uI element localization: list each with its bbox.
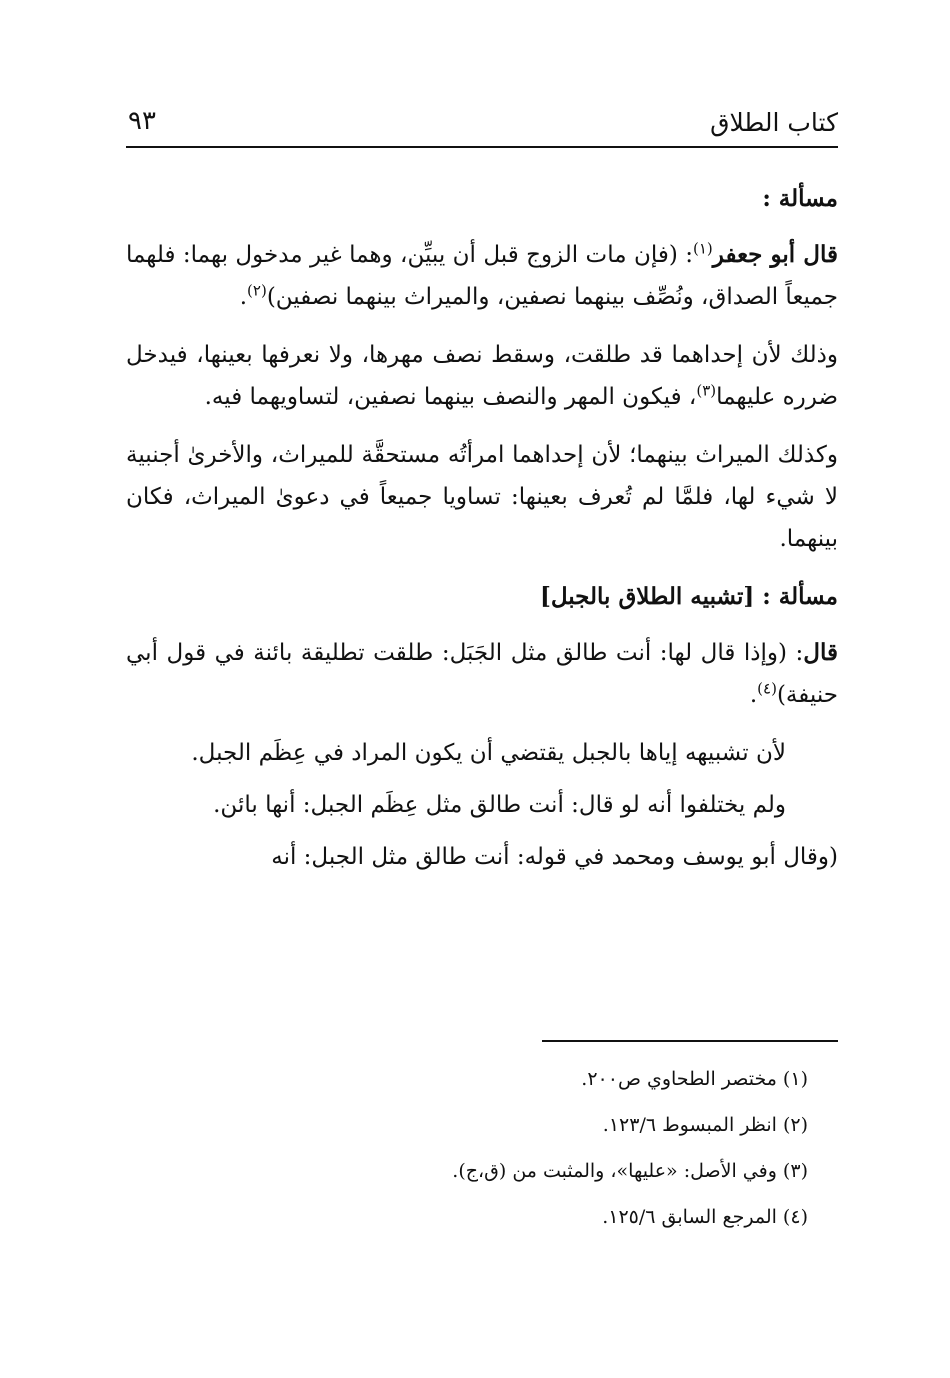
paragraph-1-text: : (فإن مات الزوج قبل أن يبيِّن، وهما غير مدخول بهما: فلهما جميعاً الصداق، ونُصِّف بينهما نصفين، والميراث بينهما نصفين) xyxy=(126,242,838,310)
paragraph-1-end: . xyxy=(239,284,248,310)
section-heading-2: مسألة : [تشبيه الطلاق بالجبل] xyxy=(539,583,838,610)
body-text xyxy=(126,178,838,894)
page-number: ٩٣ xyxy=(128,106,156,136)
paragraph-2-text-cont: ، فيكون المهر والنصف بينهما نصفين، لتساويهما فيه. xyxy=(204,384,697,410)
footnote-ref-4[interactable]: (٤) xyxy=(757,679,777,698)
paragraph-4 xyxy=(126,632,838,716)
paragraph-2-text: وذلك لأن إحداهما قد طلقت، وسقط نصف مهرها، ولا نعرفها بعينها، فيدخل ضرره عليهما xyxy=(126,342,838,410)
paragraph-6: ولم يختلفوا أنه لو قال: أنت طالق مثل عِظَم الجبل: أنها بائن. xyxy=(213,792,786,818)
paragraph-4-lead: قال xyxy=(803,639,838,666)
section-heading-1: مسألة : xyxy=(762,185,838,212)
paragraph-1-lead: قال أبو جعفر xyxy=(712,241,838,268)
footnote-ref-3[interactable]: (٣) xyxy=(696,381,717,400)
footnotes xyxy=(208,1056,808,1240)
paragraph-3: وكذلك الميراث بينهما؛ لأن إحداهما امرأتُه مستحقَّة للميراث، والأخرىٰ أجنبية لا شيء لها، فلمَّا لم تُعرف بعينها: تساويا جميعاً في دعوىٰ الميراث، فكان بينهما. xyxy=(126,442,838,552)
footnote-2: (٢) انظر المبسوط ١٢٣/٦. xyxy=(602,1114,808,1136)
paragraph-1 xyxy=(126,234,838,318)
footnote-ref-1[interactable]: (١) xyxy=(692,239,713,258)
running-title: كتاب الطلاق xyxy=(710,108,838,137)
paragraph-4-text: : (وإذا قال لها: أنت طالق مثل الجَبَل: طلقت تطليقة بائنة في قول أبي حنيفة) xyxy=(126,640,838,708)
paragraph-4-end: . xyxy=(749,682,758,708)
paragraph-5: لأن تشبيهه إياها بالجبل يقتضي أن يكون المراد في عِظَم الجبل. xyxy=(191,740,786,766)
paragraph-2 xyxy=(126,334,838,418)
footnote-rule xyxy=(542,1040,838,1042)
footnote-1: (١) مختصر الطحاوي ص٢٠٠. xyxy=(581,1068,808,1090)
paragraph-7: (وقال أبو يوسف ومحمد في قوله: أنت طالق مثل الجبل: أنه xyxy=(271,844,838,870)
header-rule xyxy=(126,146,838,148)
footnote-4: (٤) المرجع السابق ١٢٥/٦. xyxy=(602,1206,808,1228)
footnote-ref-2[interactable]: (٢) xyxy=(247,281,267,300)
footnote-3: (٣) وفي الأصل: «عليها»، والمثبت من (ق،ج). xyxy=(452,1160,808,1182)
